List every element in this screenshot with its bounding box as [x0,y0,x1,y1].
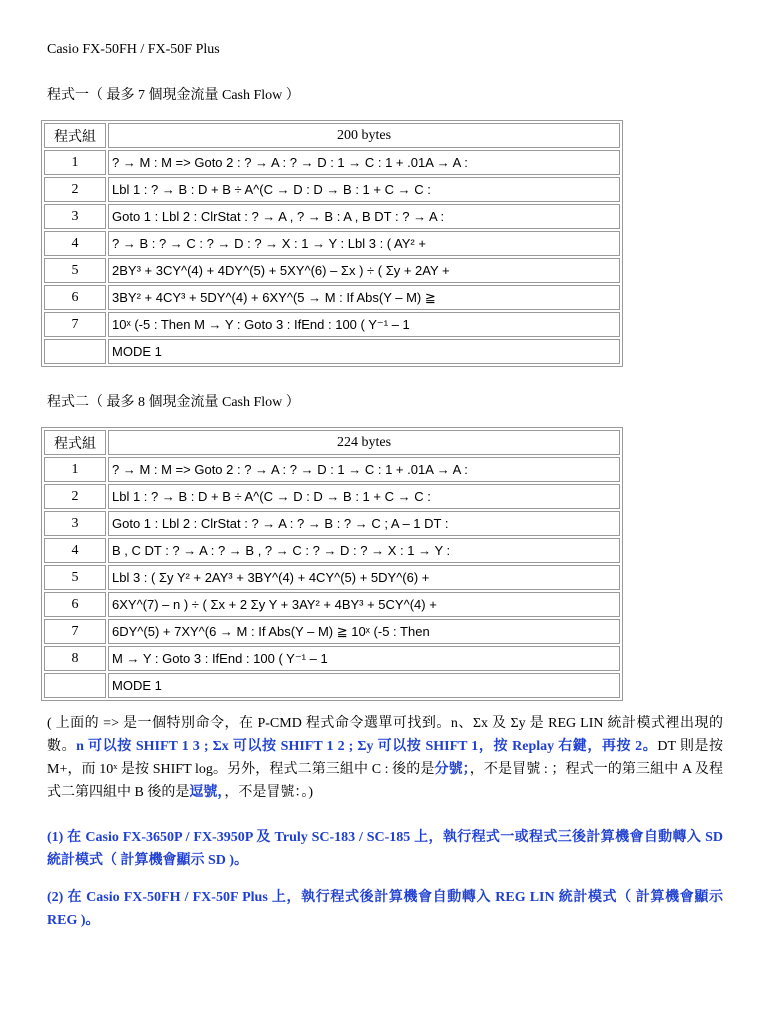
program2-table [41,427,623,701]
group-number-cell [44,673,106,698]
note-text-1: ( 上面的 => 是一個特別命令，在 P-CMD 程式命令選單可找到。n、Σx 及 Σy 是 REG LIN 統計模式裡出現的數。 [47,716,723,754]
program-code-cell: 2BY³ + 3CY^(4) + 4DY^(5) + 5XY^(6) – Σx ) ÷ ( Σy + 2AY + [108,258,620,283]
group-number-cell: 4 [44,538,106,563]
program-code-cell: 6DY^(5) + 7XY^(6 → M : If Abs(Y – M) ≧ 10ˣ (-5 : Then [108,619,620,644]
table-row [44,511,620,536]
table-row [44,592,620,617]
table-row [44,312,620,337]
table-row [44,258,620,283]
table-row [44,339,620,364]
table-row [44,231,620,256]
table-row [44,565,620,590]
group-number-cell: 8 [44,646,106,671]
program-code-cell: M → Y : Goto 3 : IfEnd : 100 ( Y⁻¹ – 1 [108,646,620,671]
note-text-3: ，不是冒號 : ；程式一的第三組中 A 及程式二第四組中 B 後的是 [47,762,723,800]
group-number-cell: 2 [44,484,106,509]
group-number-cell: 3 [44,204,106,229]
table-header-row [44,430,620,455]
program-code-cell: Goto 1 : Lbl 2 : ClrStat : ? → A : ? → B : ? → C ; A – 1 DT : [108,511,620,536]
group-number-cell: 6 [44,592,106,617]
header-bytes-cell: 200 bytes [108,123,620,148]
program-code-cell: Lbl 1 : ? → B : D + B ÷ A^(C → D : D → B : 1 + C → C : [108,177,620,202]
item-1: (1) 在 Casio FX-3650P / FX-3950P 及 Truly SC-183 / SC-185 上，執行程式一或程式三後計算機會自動轉入 SD 統計模式（ 計算機會顯示 SD )。 [47,830,723,868]
program-code-cell: MODE 1 [108,339,620,364]
table-row [44,204,620,229]
table-row [44,673,620,698]
program-code-cell: B , C DT : ? → A : ? → B , ? → C : ? → D : ? → X : 1 → Y : [108,538,620,563]
group-number-cell: 1 [44,150,106,175]
program-code-cell: ? → M : M => Goto 2 : ? → A : ? → D : 1 → C : 1 + .01A → A : [108,150,620,175]
program-code-cell: 10ˣ (-5 : Then M → Y : Goto 3 : IfEnd : 100 ( Y⁻¹ – 1 [108,312,620,337]
document-title: Casio FX-50FH / FX-50F Plus [47,42,220,57]
table-row [44,646,620,671]
program1-table [41,120,623,367]
group-number-cell: 6 [44,285,106,310]
table-row [44,457,620,482]
group-number-cell: 2 [44,177,106,202]
header-group-cell: 程式組 [44,430,106,455]
group-number-cell: 7 [44,312,106,337]
program-code-cell: Goto 1 : Lbl 2 : ClrStat : ? → A , ? → B : A , B DT : ? → A : [108,204,620,229]
item-2: (2) 在 Casio FX-50FH / FX-50F Plus 上，執行程式後計算機會自動轉入 REG LIN 統計模式（ 計算機會顯示 REG )。 [47,890,723,928]
header-bytes-cell: 224 bytes [108,430,620,455]
group-number-cell [44,339,106,364]
table-row [44,177,620,202]
note-text-2: DT 則是按 M+，而 10ˣ 是按 SHIFT log。另外，程式二第三組中 C : 後的是 [47,739,723,777]
group-number-cell: 1 [44,457,106,482]
note-comma-highlight: 逗號， [189,785,225,800]
program-code-cell: ? → M : M => Goto 2 : ? → A : ? → D : 1 → C : 1 + .01A → A : [108,457,620,482]
table-row [44,484,620,509]
table-row [44,150,620,175]
group-number-cell: 7 [44,619,106,644]
note-key-instructions: n 可以按 SHIFT 1 3 ; Σx 可以按 SHIFT 1 2 ; Σy 可以按 SHIFT 1，按 Replay 右鍵，再按 2。 [76,739,658,754]
program-code-cell: ? → B : ? → C : ? → D : ? → X : 1 → Y : Lbl 3 : ( AY² + [108,231,620,256]
header-group-cell: 程式組 [44,123,106,148]
program-code-cell: 6XY^(7) – n ) ÷ ( Σx + 2 Σy Y + 3AY² + 4BY³ + 5CY^(4) + [108,592,620,617]
program-code-cell: Lbl 1 : ? → B : D + B ÷ A^(C → D : D → B : 1 + C → C : [108,484,620,509]
table-row [44,538,620,563]
program1-heading: 程式一（ 最多 7 個現金流量 Cash Flow ） [47,88,300,103]
table-row [44,619,620,644]
program-code-cell: MODE 1 [108,673,620,698]
group-number-cell: 3 [44,511,106,536]
group-number-cell: 5 [44,258,106,283]
explanation-note [47,712,723,804]
group-number-cell: 5 [44,565,106,590]
table-row [44,285,620,310]
table-header-row [44,123,620,148]
note-text-4: ，不是冒號：。) [224,785,314,800]
group-number-cell: 4 [44,231,106,256]
program2-heading: 程式二（ 最多 8 個現金流量 Cash Flow ） [47,395,300,410]
program-code-cell: 3BY² + 4CY³ + 5DY^(4) + 6XY^(5 → M : If Abs(Y – M) ≧ [108,285,620,310]
note-semicolon-highlight: 分號； [434,762,470,777]
program-code-cell: Lbl 3 : ( Σy Y² + 2AY³ + 3BY^(4) + 4CY^(5) + 5DY^(6) + [108,565,620,590]
